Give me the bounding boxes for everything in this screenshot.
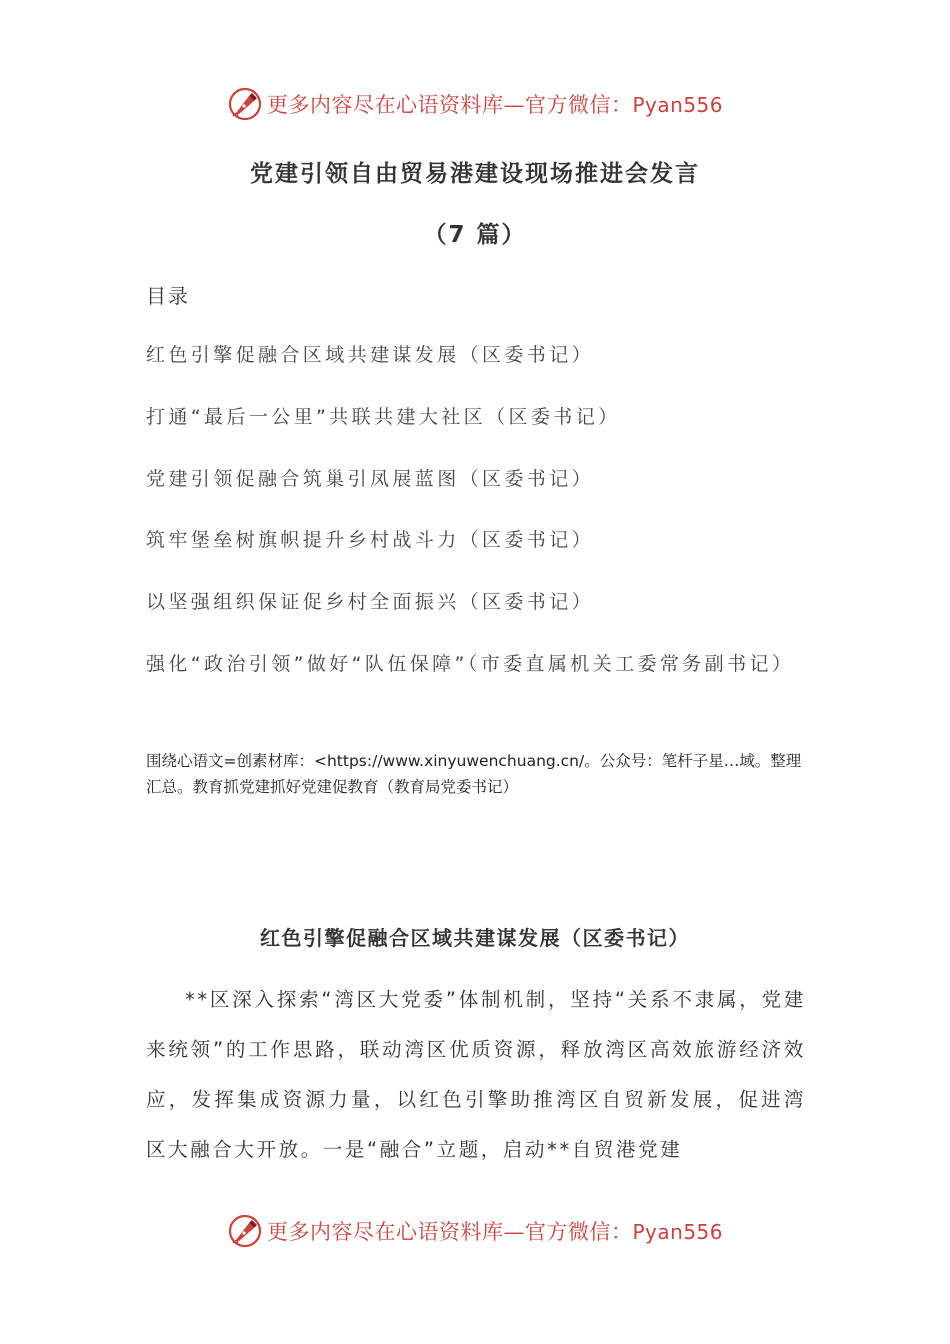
section-title: 红色引擎促融合区域共建谋发展（区委书记） [260, 926, 690, 950]
source-note: 围绕心语文=创素材库：<https://www.xinyuwenchuang.cn/。公众号：笔杆子星…域。整理汇总。教育抓党建抓好党建促教育（教育局党委书记） [146, 752, 802, 796]
pen-nib-circle-icon [227, 1213, 263, 1249]
toc-item[interactable]: 红色引擎促融合区域共建谋发展（区委书记） [146, 344, 595, 366]
body-paragraph: **区深入探索“湾区大党委”体制机制，坚持“关系不隶属，党建来统领”的工作思路，联动湾区优质资源，释放湾区高效旅游经济效应，发挥集成资源力量，以红色引擎助推湾区自贸新发展，促进湾区大融合大开放。一是“融合”立题，启动**自贸港党建 [146, 988, 806, 1161]
toc-item[interactable]: 筑牢堡垒树旗帜提升乡村战斗力（区委书记） [146, 529, 595, 551]
footer-banner [0, 1209, 950, 1253]
document-subtitle: （7 篇） [423, 222, 527, 248]
banner-wechat-id: Pyan556 [632, 93, 723, 117]
banner-text: 更多内容尽在心语资料库—官方微信： [266, 93, 633, 117]
toc-heading: 目录 [146, 284, 190, 308]
toc-item[interactable]: 党建引领促融合筑巢引凤展蓝图（区委书记） [146, 468, 595, 490]
header-banner [0, 82, 950, 126]
toc-item[interactable]: 以坚强组织保证促乡村全面振兴（区委书记） [146, 591, 595, 613]
banner-text: 更多内容尽在心语资料库—官方微信： [266, 1220, 633, 1244]
pen-nib-circle-icon [227, 86, 263, 122]
toc-item[interactable]: 强化“政治引领”做好“队伍保障”（市委直属机关工委常务副书记） [146, 653, 795, 675]
document-title: 党建引领自由贸易港建设现场推进会发言 [250, 161, 700, 187]
toc-item[interactable]: 打通“最后一公里”共联共建大社区（区委书记） [146, 406, 621, 428]
banner-wechat-id: Pyan556 [632, 1220, 723, 1244]
